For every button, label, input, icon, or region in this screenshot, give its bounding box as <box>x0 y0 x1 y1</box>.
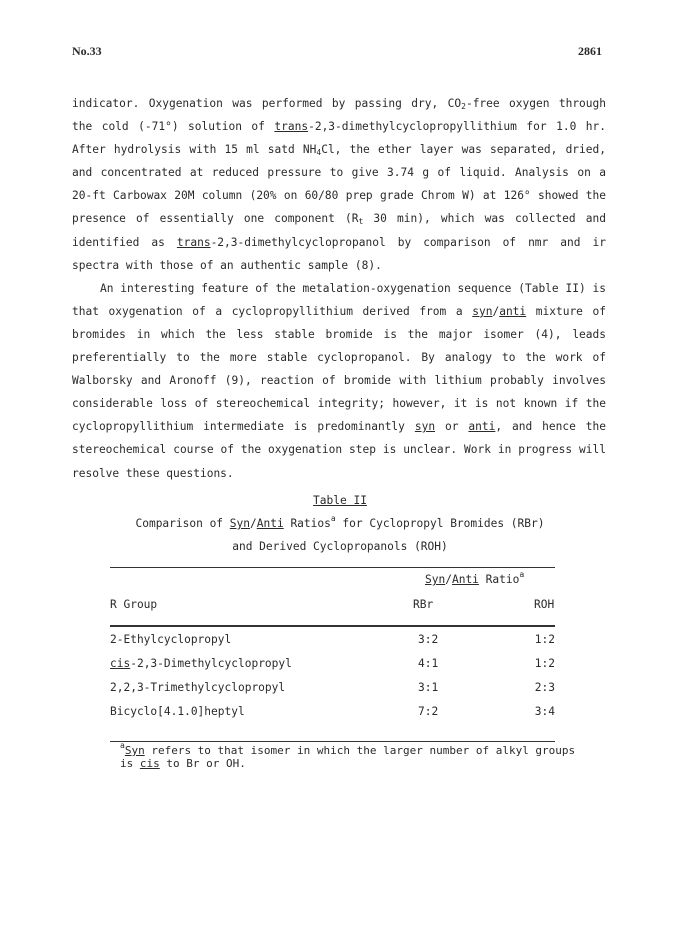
table-footnote: $^a$Syn refers to that isomer in which the larger number of alkyl groups is cis to Br or OH. <box>120 741 576 770</box>
cell-roh-ratio: 2:3 <box>534 681 555 694</box>
cell-rbr-ratio: 7:2 <box>418 705 439 718</box>
table-header-rule <box>110 625 555 627</box>
cell-roh-ratio: 1:2 <box>534 633 555 646</box>
table-caption-line-1: Comparison of Syn/Anti Ratios$^a$ for Cyclopropyl Bromides (RBr) <box>135 514 545 530</box>
ratio-group-header: Syn/Anti Ratio$^a$ <box>425 570 525 586</box>
cell-r-group: 2,2,3-Trimethylcyclopropyl <box>110 681 286 694</box>
table-label: Table II <box>313 494 367 507</box>
table-bottom-rule <box>110 741 555 742</box>
table-caption-line-2: and Derived Cyclopropanols (ROH) <box>232 540 448 553</box>
table-top-rule <box>110 567 555 568</box>
column-header-r-group: R Group <box>110 598 158 611</box>
cell-r-group: 2-Ethylcyclopropyl <box>110 633 232 646</box>
table-row <box>110 705 555 725</box>
column-header-roh: ROH <box>534 598 555 611</box>
cell-r-group: Bicyclo[4.1.0]heptyl <box>110 705 245 718</box>
cell-roh-ratio: 1:2 <box>534 657 555 670</box>
cell-rbr-ratio: 4:1 <box>418 657 439 670</box>
column-header-rbr: RBr <box>413 598 434 611</box>
running-head-page-number: 2861 <box>578 44 602 58</box>
table-row <box>110 681 555 701</box>
table-row <box>110 657 555 677</box>
cell-r-group: cis-2,3-Dimethylcyclopropyl <box>110 657 292 670</box>
cell-rbr-ratio: 3:1 <box>418 681 439 694</box>
running-head-journal-number: No.33 <box>72 44 102 58</box>
table-row <box>110 633 555 653</box>
cell-rbr-ratio: 3:2 <box>418 633 439 646</box>
paragraph-2: An interesting feature of the metalation-oxygenation sequence (Table II) is that oxygenation of a cyclopropyllithium derived from a syn/anti mixture of bromides in which the less stable bromide is the major isomer (4), leads preferentially to the more stable cyclopropanol. By analogy to the work of Walborsky and Aronoff (9), reaction of bromide with lithium probably involves considerable loss of stereochemical integrity; however, it is not known if the cyclopropyllithium intermediate is predominantly syn or anti, and hence the stereochemical course of the oxygenation step is unclear. Work in progress will resolve these questions. <box>72 281 607 480</box>
paragraph-1: indicator. Oxygenation was performed by passing dry, $CO_2$-free oxygen through the cold (-71°) solution of trans-2,3-dimethylcyclopropyllithium for 1.0 hr. After hydrolysis with 15 ml satd $NH_4Cl$, the ether layer was separated, dried, and concentrated at reduced pressure to give 3.74 g of liquid. Analysis on a 20-ft Carbowax 20M column (20% on 60/80 prep grade Chrom W) at 126° showed the presence of essentially one component ($R_t$ 30 min), which was collected and identified as trans-2,3-dimethylcyclopropanol by comparison of nmr and ir spectra with those of an authentic sample (8). <box>72 97 607 272</box>
cell-roh-ratio: 3:4 <box>534 705 555 718</box>
body-text <box>72 92 606 485</box>
